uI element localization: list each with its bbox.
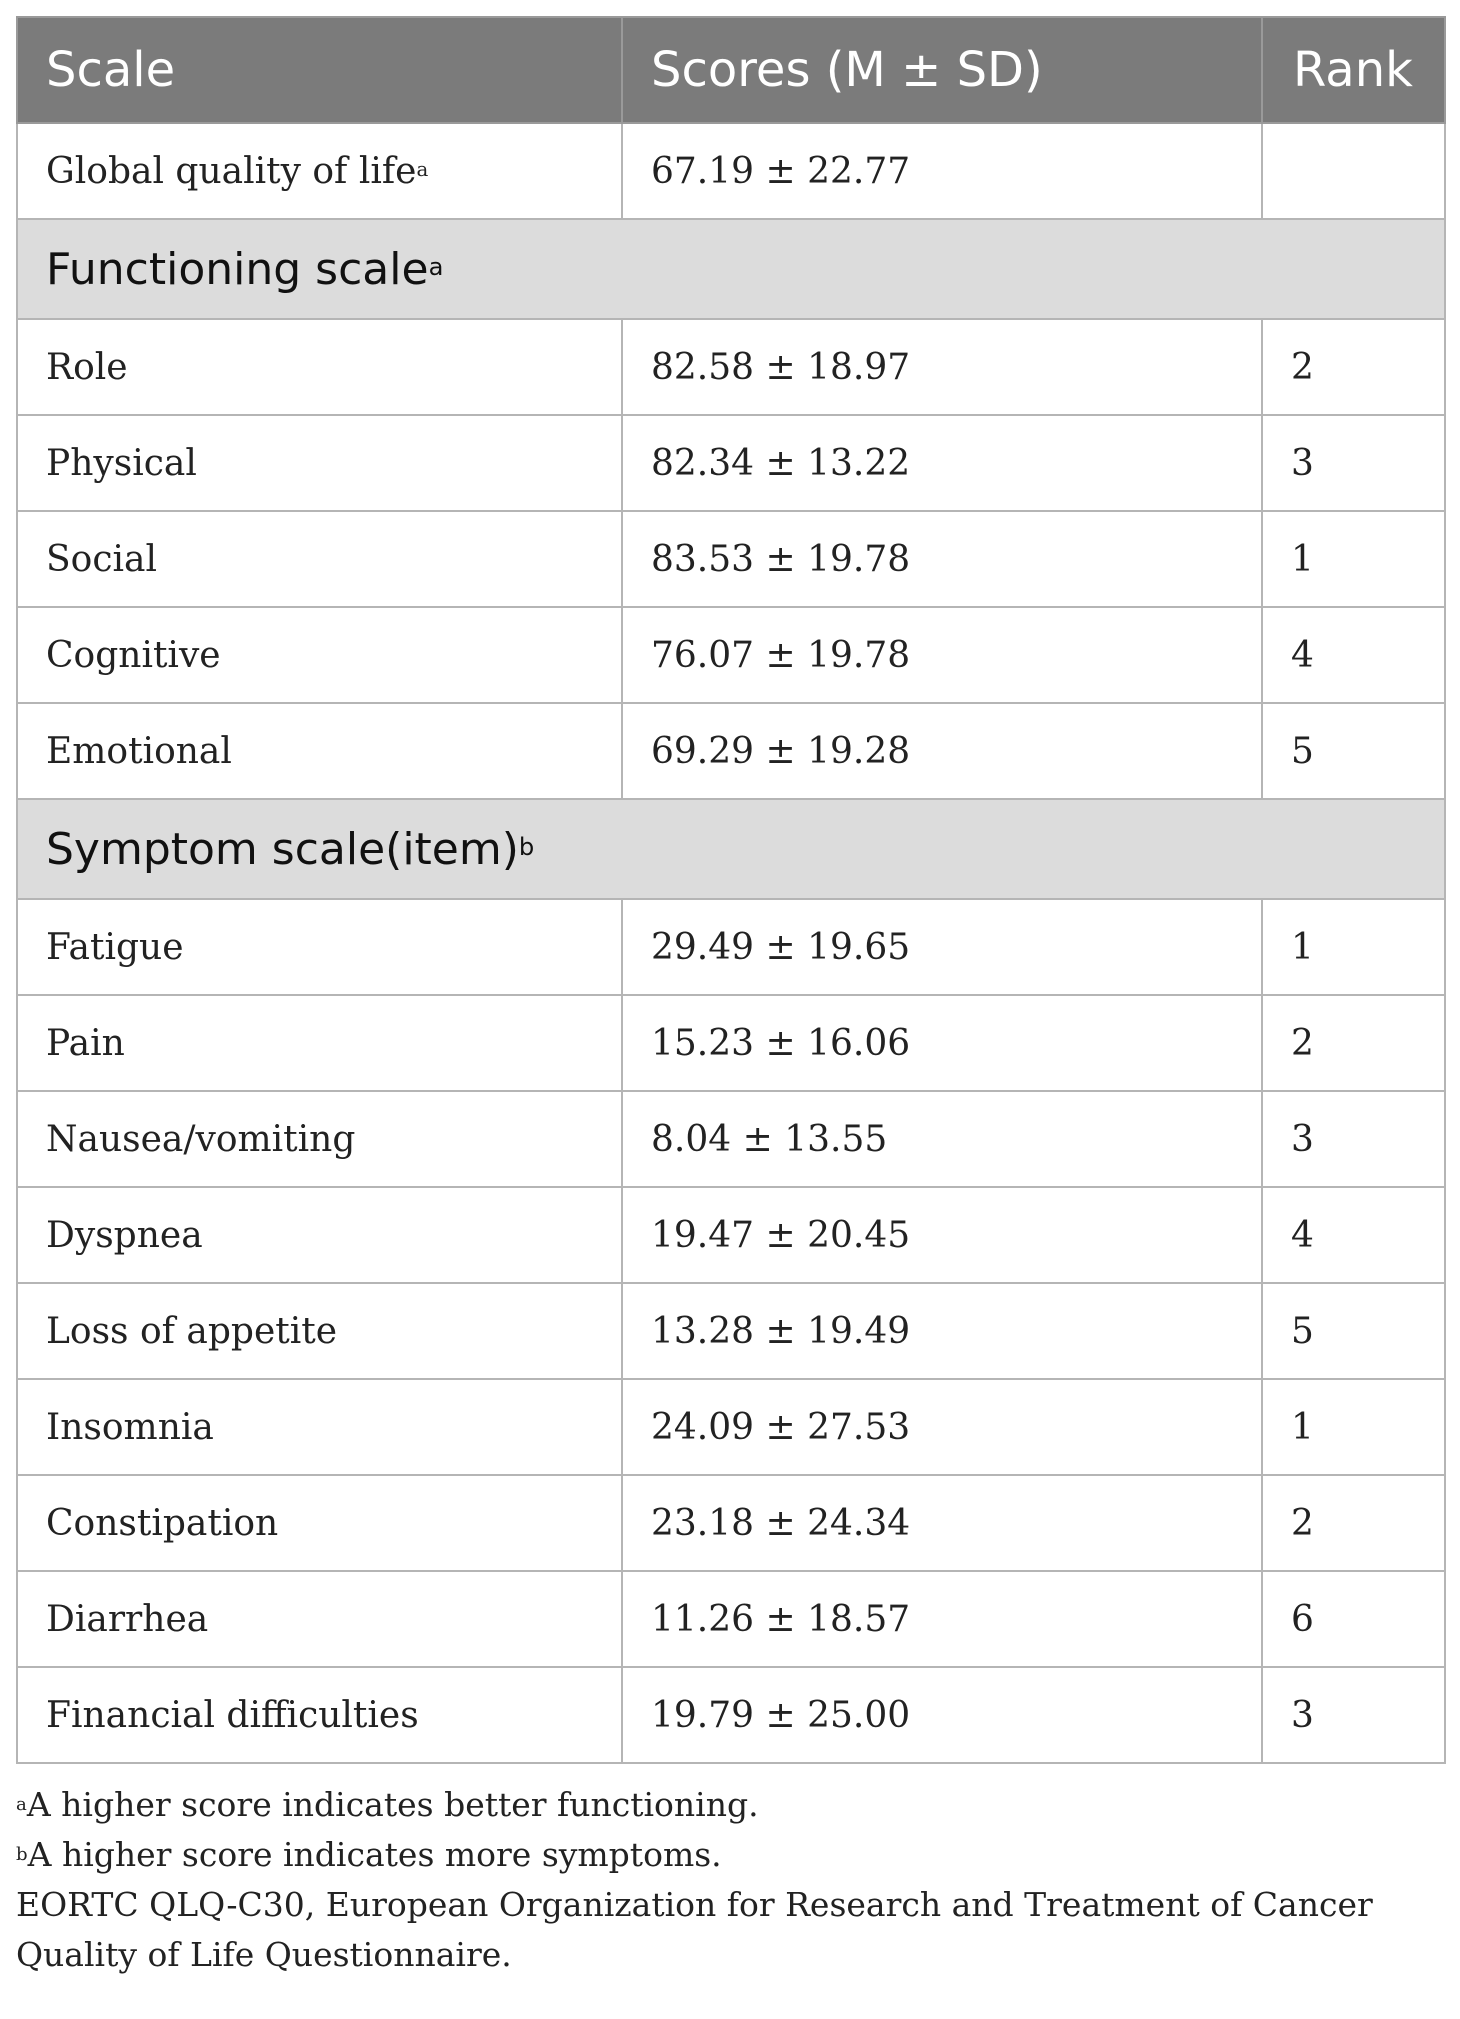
table-row — [17, 511, 1445, 607]
footnote-text: A higher score indicates better functioning. — [26, 1785, 759, 1824]
row-label: Constipation — [17, 1475, 622, 1571]
footnote-text: A higher score indicates more symptoms. — [27, 1835, 722, 1874]
row-score: 19.47 ± 20.45 — [622, 1187, 1262, 1283]
row-score: 67.19 ± 22.77 — [622, 123, 1262, 219]
row-rank: 1 — [1262, 511, 1445, 607]
row-rank: 5 — [1262, 1283, 1445, 1379]
row-rank — [1262, 123, 1445, 219]
section-title — [17, 219, 1445, 319]
table-row — [17, 995, 1445, 1091]
row-label: Nausea/vomiting — [17, 1091, 622, 1187]
footnote-text: EORTC QLQ-C30, European Organization for Research and Treatment of Cancer Quality of Life Questionnaire. — [16, 1885, 1373, 1974]
table-row — [17, 1475, 1445, 1571]
table-row-global — [17, 123, 1445, 219]
row-score: 8.04 ± 13.55 — [622, 1091, 1262, 1187]
qlq-scores-table — [16, 16, 1446, 1764]
section-title — [17, 799, 1445, 899]
row-label: Loss of appetite — [17, 1283, 622, 1379]
row-rank: 2 — [1262, 995, 1445, 1091]
symptom-title: Symptom scale(item) — [46, 823, 519, 875]
row-label: Fatigue — [17, 899, 622, 995]
row-label: Role — [17, 319, 622, 415]
header-scale: Scale — [17, 17, 622, 123]
row-label: Insomnia — [17, 1379, 622, 1475]
row-score: 82.34 ± 13.22 — [622, 415, 1262, 511]
table-row — [17, 415, 1445, 511]
table-row — [17, 1091, 1445, 1187]
table-row — [17, 899, 1445, 995]
table-row — [17, 1379, 1445, 1475]
header-scores: Scores (M ± SD) — [622, 17, 1262, 123]
table-row — [17, 1571, 1445, 1667]
row-label: Financial difficulties — [17, 1667, 622, 1763]
row-rank: 1 — [1262, 899, 1445, 995]
row-rank: 5 — [1262, 703, 1445, 799]
row-score: 29.49 ± 19.65 — [622, 899, 1262, 995]
table-row — [17, 319, 1445, 415]
functioning-title: Functioning scale — [46, 243, 429, 295]
row-label: Cognitive — [17, 607, 622, 703]
row-label: Dyspnea — [17, 1187, 622, 1283]
row-label: Diarrhea — [17, 1571, 622, 1667]
footnote-marker: b — [518, 833, 535, 862]
footnote-a — [16, 1780, 1444, 1830]
row-rank: 6 — [1262, 1571, 1445, 1667]
row-rank: 4 — [1262, 1187, 1445, 1283]
global-label: Global quality of life — [46, 150, 417, 192]
row-score: 13.28 ± 19.49 — [622, 1283, 1262, 1379]
row-score: 82.58 ± 18.97 — [622, 319, 1262, 415]
row-score: 24.09 ± 27.53 — [622, 1379, 1262, 1475]
row-label: Physical — [17, 415, 622, 511]
row-label: Social — [17, 511, 622, 607]
footnote-marker: a — [416, 157, 429, 181]
table-row — [17, 1187, 1445, 1283]
row-score: 15.23 ± 16.06 — [622, 995, 1262, 1091]
footnote-marker: a — [428, 253, 444, 282]
row-score: 83.53 ± 19.78 — [622, 511, 1262, 607]
header-rank: Rank — [1262, 17, 1445, 123]
row-rank: 3 — [1262, 415, 1445, 511]
row-score: 19.79 ± 25.00 — [622, 1667, 1262, 1763]
table-row — [17, 1283, 1445, 1379]
row-label: Emotional — [17, 703, 622, 799]
row-label — [17, 123, 622, 219]
table-row — [17, 703, 1445, 799]
row-score: 11.26 ± 18.57 — [622, 1571, 1262, 1667]
row-label: Pain — [17, 995, 622, 1091]
footnote-abbrev — [16, 1880, 1444, 1980]
row-score: 23.18 ± 24.34 — [622, 1475, 1262, 1571]
table-container — [16, 16, 1444, 1980]
table-header-row — [17, 17, 1445, 123]
row-rank: 2 — [1262, 319, 1445, 415]
row-score: 76.07 ± 19.78 — [622, 607, 1262, 703]
row-score: 69.29 ± 19.28 — [622, 703, 1262, 799]
row-rank: 3 — [1262, 1091, 1445, 1187]
table-row — [17, 1667, 1445, 1763]
section-symptom — [17, 799, 1445, 899]
row-rank: 4 — [1262, 607, 1445, 703]
footnote-b — [16, 1830, 1444, 1880]
footnote-mark: b — [16, 1843, 28, 1865]
table-row — [17, 607, 1445, 703]
row-rank: 2 — [1262, 1475, 1445, 1571]
section-functioning — [17, 219, 1445, 319]
footnote-mark: a — [16, 1793, 27, 1815]
row-rank: 1 — [1262, 1379, 1445, 1475]
footnotes — [16, 1780, 1444, 1980]
row-rank: 3 — [1262, 1667, 1445, 1763]
